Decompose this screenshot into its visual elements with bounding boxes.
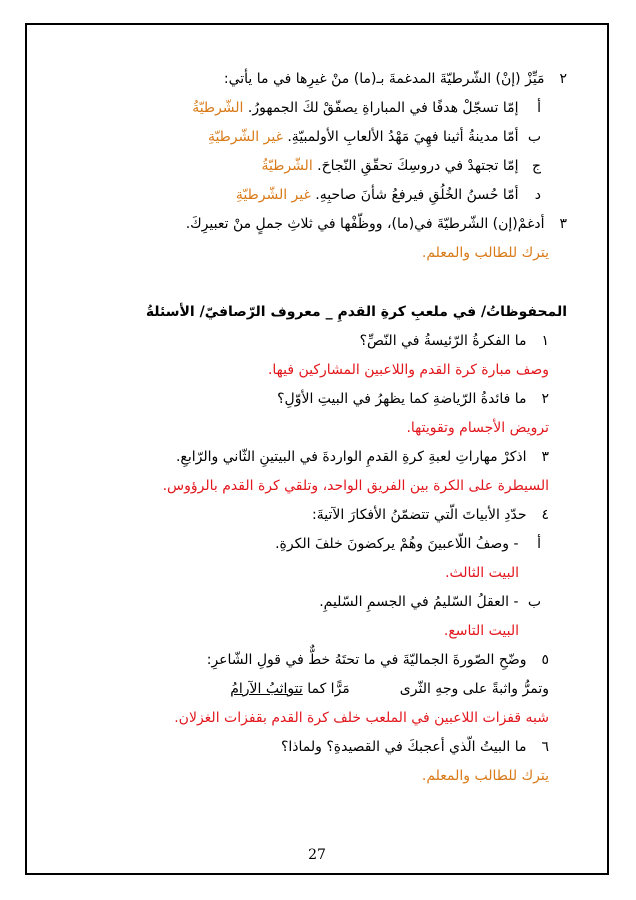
q4-item-a-answer: البيت الثالث. <box>445 565 519 581</box>
q2-item-d-letter: د <box>534 187 541 203</box>
poem-verse <box>67 680 567 709</box>
q2-item-c-letter: ج <box>531 158 541 174</box>
question-2-answer: ترويض الأجسام وتقويتها. <box>406 420 549 436</box>
q4-item-a <box>67 535 567 564</box>
q2-item-d <box>67 186 567 215</box>
page-frame <box>25 23 609 875</box>
question-5-text: وضّحِ الصّورةَ الجماليّةَ في ما تحتَهُ خطٌّ في قولِ الشّاعرِ: <box>206 652 527 668</box>
question-3-text: اذكرْ مهاراتِ لعبةِ كرةِ القدمِ الواردةَ في البيتينِ الثّاني والرّابعِ. <box>175 449 527 465</box>
question-3 <box>67 448 567 477</box>
q2-item-a-answer: الشّرطيّةُ <box>192 100 244 116</box>
q2-item-d-answer: غير الشّرطيّةِ <box>235 187 311 203</box>
q3-answer: يترك للطالب والمعلم. <box>421 245 549 261</box>
verse-second-plain: مَرًّا كما <box>307 681 350 697</box>
q4-item-b-text: - العقلُ السّليمُ في الجسمِ السّليمِ. <box>319 594 519 610</box>
q2-item-c-answer: الشّرطيّةُ <box>261 158 313 174</box>
question-6 <box>67 738 567 767</box>
section-gap <box>67 273 567 287</box>
question-2 <box>67 390 567 419</box>
page-number: 27 <box>308 847 326 863</box>
question-2-number: ٢ <box>541 391 549 407</box>
question-4-number: ٤ <box>541 507 549 523</box>
q2-item-b-letter: ب <box>527 129 541 145</box>
q2-item-b-answer: غير الشّرطيّةِ <box>207 129 283 145</box>
question-3-answer: السيطرة على الكرة بين الفريق الواحد، وتلقي كرة القدم بالرؤوس. <box>162 478 549 494</box>
q4-item-b-answer: البيت التاسع. <box>443 623 519 639</box>
section-title: المحفوظاتُ/ في ملعبِ كرةِ القدمِ _ معروف الرّصافيّ/ الأسئلةُ <box>145 304 567 320</box>
question-1 <box>67 332 567 361</box>
q4-item-b-letter: ب <box>527 594 541 610</box>
q2-item-c <box>67 157 567 186</box>
question-1-number: ١ <box>541 333 549 349</box>
question-5-number: ٥ <box>541 652 549 668</box>
q4-item-a-letter: أ <box>537 536 541 552</box>
verse-first-half: وتمرُّ واثبةً على وجهِ الثّرى <box>399 681 549 697</box>
question-4 <box>67 506 567 535</box>
q2-prompt-text: مَيِّزْ (إنْ) الشّرطيّةَ المدغمةَ بـ(ما) منْ غيرِها في ما يأتي: <box>223 71 545 87</box>
q2-item-b-text: أمّا مدينةُ أثينا فهِيَ مَهْدُ الألعابِ الأولمبيّةِ. <box>287 129 519 145</box>
q2-item-d-text: أمّا حُسنُ الخُلُقِ فيرفعُ شأنَ صاحبِهِ. <box>315 187 519 203</box>
question-3-number: ٣ <box>541 449 549 465</box>
q2-item-a-letter: أ <box>537 100 541 116</box>
q2-item-c-text: إمّا تجتهدْ في دروسِكَ تحقّقِ النّجاحَ. <box>317 158 519 174</box>
question-5-answer: شبه قفزات اللاعبين في الملعب خلف كرة القدم بقفزات الغزلان. <box>174 710 549 726</box>
question-2-text: ما فائدةُ الرّياضةِ كما يظهرُ في البيتِ الأوّلِ؟ <box>277 391 527 407</box>
q3-prompt <box>67 215 567 244</box>
q2-item-a <box>67 99 567 128</box>
question-6-number: ٦ <box>541 739 549 755</box>
q2-item-b <box>67 128 567 157</box>
question-6-answer: يترك للطالب والمعلم. <box>421 768 549 784</box>
q3-number: ٣ <box>559 216 567 232</box>
worksheet-content <box>67 70 567 796</box>
question-1-answer: وصف مبارة كرة القدم واللاعبين المشاركين فيها. <box>267 362 549 378</box>
q2-item-a-text: إمّا تسجّلْ هدفًا في المباراةِ يصفّقْ لكَ الجمهورُ. <box>247 100 519 116</box>
verse-underlined-phrase: تتواثبُ الآرامُ <box>230 681 303 697</box>
q4-item-b <box>67 593 567 622</box>
q2-number: ٢ <box>559 71 567 87</box>
q4-item-a-text: - وصفُ اللّاعبينَ وهُمْ يركضونَ خلفَ الكرةِ. <box>275 536 519 552</box>
question-6-text: ما البيتُ الّذي أعجبكَ في القصيدةِ؟ ولماذا؟ <box>280 739 527 755</box>
question-5 <box>67 651 567 680</box>
question-1-text: ما الفكرةُ الرّئيسةُ في النّصِّ؟ <box>359 333 527 349</box>
q2-prompt <box>67 70 567 99</box>
verse-second-half <box>230 680 350 709</box>
q3-prompt-text: أدغمْ(إن) الشّرطيّةَ في(ما)، ووظّفْها في ثلاثِ جملٍ منْ تعبيرِكَ. <box>185 216 545 232</box>
question-4-text: حدّدِ الأبياتَ الّتي تتضمّنُ الأفكارَ الآتيةَ: <box>312 507 527 523</box>
